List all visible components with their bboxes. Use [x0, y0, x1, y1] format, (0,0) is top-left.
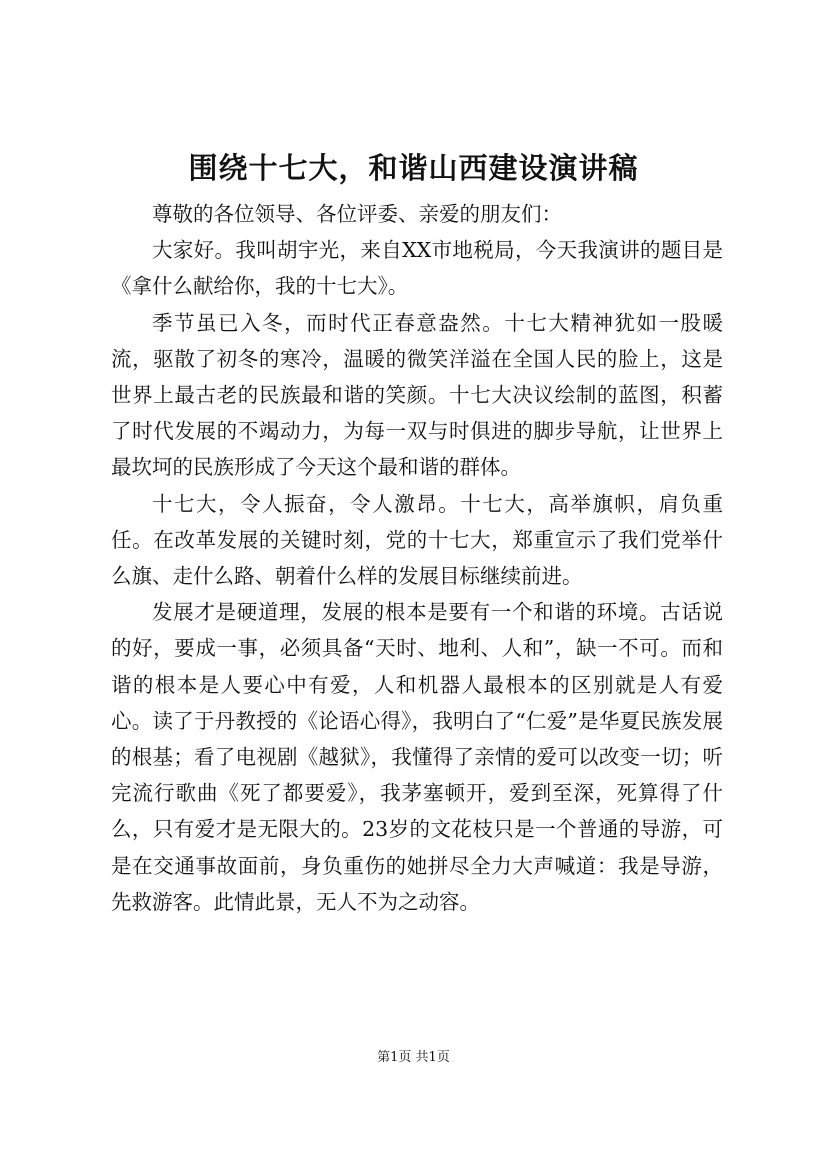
paragraph-congress: 十七大，令人振奋，令人激昂。十七大，高举旗帜，肩负重任。在改革发展的关键时刻，党的十七大，郑重宣示了我们党举什么旗、走什么路、朝着什么样的发展目标继续前进。: [111, 491, 723, 589]
paragraph-salutation: 尊敬的各位领导、各位评委、亲爱的朋友们：: [152, 202, 562, 226]
paragraph-season: 季节虽已入冬，而时代正春意盎然。十七大精神犹如一股暖流，驱散了初冬的寒冷，温暖的微笑洋溢在全国人民的脸上，这是世界上最古老的民族最和谐的笑颜。十七大决议绘制的蓝图，积蓄了时代发展的不竭动力，为每一双与时俱进的脚步导航，让世界上最坎坷的民族形成了今天这个最和谐的群体。: [111, 310, 723, 480]
document-title: 围绕十七大，和谐山西建设演讲稿: [188, 151, 639, 185]
paragraph-development: 发展才是硬道理，发展的根本是要有一个和谐的环境。古话说的好，要成一事，必须具备“天时、地利、人和”，缺一不可。而和谐的根本是人要心中有爱，人和机器人最根本的区别就是人有爱心。读了于丹教授的《论语心得》，我明白了“仁爱”是华夏民族发展的根基；看了电视剧《越狱》，我懂得了亲情的爱可以改变一切；听完流行歌曲《死了都要爱》，我茅塞顿开，爱到至深，死算得了什么，只有爱才是无限大的。23岁的文花枝只是一个普通的导游，可是在交通事故面前，身负重伤的她拼尽全力大声喊道：我是导游，先救游客。此情此景，无人不为之动容。: [111, 600, 723, 914]
page-footer: 第1页 共1页: [377, 1050, 450, 1065]
document-body: [111, 196, 723, 920]
paragraph-introduction: 大家好。我叫胡宇光，来自XX市地税局，今天我演讲的题目是《拿什么献给你，我的十七大》。: [111, 238, 723, 299]
